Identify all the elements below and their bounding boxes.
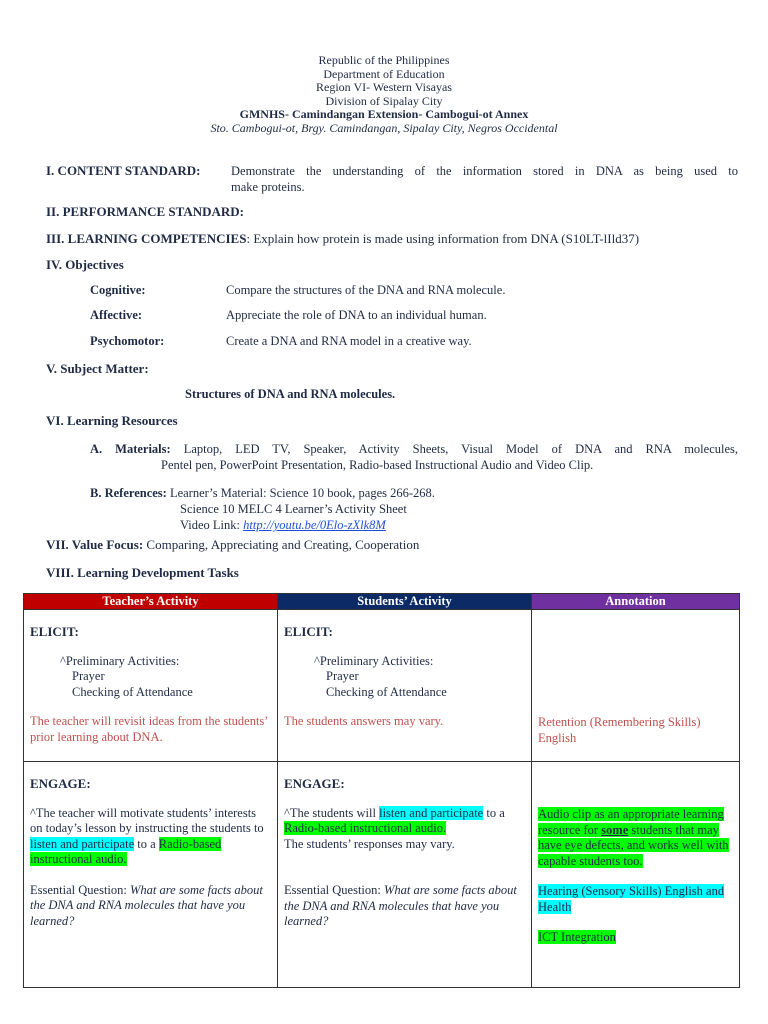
elicit-teacher-attendance: Checking of Attendance [72,684,193,699]
elicit-student-preliminary: ^Preliminary Activities: [314,653,434,668]
learning-resources-label: VI. Learning Resources [46,413,178,428]
objective-cognitive-text: Compare the structures of the DNA and RNA molecule. [226,283,506,297]
header-address: Sto. Cambogui-ot, Brgy. Camindangan, Sipalay City, Negros Occidental [210,120,558,135]
elicit-teacher-cell [24,610,278,762]
elicit-annotation-cell [532,610,740,762]
elicit-annotation: Retention (Remembering Skills) English [538,715,701,745]
objectives-label: IV. Objectives [46,257,124,272]
highlight-radio-audio: Radio-based instructional audio. [284,821,447,835]
materials-line2: Pentel pen, PowerPoint Presentation, Radio-based Instructional Audio and Video Clip. [161,458,594,472]
learning-development-label: VIII. Learning Development Tasks [46,565,239,580]
reference-3: Video Link: http://youtu.be/0Elo-zXlk8M [180,518,386,532]
value-focus: VII. Value Focus: Comparing, Appreciating and Creating, Cooperation [46,537,420,552]
engage-student-title: ENGAGE: [284,776,345,791]
highlight-listen-participate: listen and participate [30,836,135,851]
header-school: GMNHS- Camindangan Extension- Cambogui-ot Annex [239,107,529,121]
reference-1: Learner’s Material: Science 10 book, pages 266-268. [169,486,435,500]
elicit-student-note: The students answers may vary. [284,714,444,728]
objective-psychomotor-text: Create a DNA and RNA model in a creative way. [226,334,472,348]
engage-annotation-hearing: Hearing (Sensory Skills) English and Health [538,884,725,914]
learning-tasks-table [23,593,740,988]
subject-matter-label: V. Subject Matter: [46,361,149,376]
reference-2: Science 10 MELC 4 Learner’s Activity Sheet [180,502,407,516]
header-division: Division of Sipalay City [325,93,443,108]
header-students-activity: Students’ Activity [278,594,532,610]
elicit-teacher-note: The teacher will revisit ideas from the students’ prior learning about DNA. [30,714,268,744]
highlight-radio-audio: Radio-based instructional audio. [30,836,222,866]
table-row-engage [24,762,740,988]
engage-teacher-text: ^The teacher will motivate students’ interests on today’s lesson by instructing the students to listen and participate to a Radio-based instructional audio. [30,805,264,866]
elicit-student-title: ELICIT: [284,624,333,639]
objective-cognitive-label: Cognitive: [90,283,146,297]
references-block [90,485,435,533]
highlight-listen-participate: listen and participate [379,805,484,820]
performance-standard-label: II. PERFORMANCE STANDARD: [46,204,245,219]
table-row-elicit [24,610,740,762]
header-teacher-activity: Teacher’s Activity [24,594,278,610]
header-region: Region VI- Western Visayas [316,80,452,94]
header-department: Department of Education [323,66,445,81]
elicit-student-cell [278,610,532,762]
elicit-student-prayer: Prayer [326,669,359,683]
video-link[interactable]: http://youtu.be/0Elo-zXlk8M [243,518,386,532]
engage-teacher-essential-question: Essential Question: What are some facts about the DNA and RNA molecules that have you learned? [30,882,263,928]
engage-student-text: ^The students will listen and participate to a Radio-based instructional audio. The students’ responses may vary. [284,805,505,851]
elicit-teacher-preliminary: ^Preliminary Activities: [60,653,180,668]
objective-affective-text: Appreciate the role of DNA to an individual human. [226,308,487,322]
table-header-row [24,594,740,610]
engage-annotation-ict: ICT Integration [538,930,616,944]
engage-annotation-audio: Audio clip as an appropriate learning resource for some students that may have eye defects, and works well with capable students too. [538,807,729,868]
header-annotation: Annotation [532,594,740,610]
elicit-student-attendance: Checking of Attendance [326,684,447,699]
objective-psychomotor-label: Psychomotor: [90,334,165,348]
references-label: B. References: [90,486,167,500]
elicit-teacher-prayer: Prayer [72,669,105,683]
learning-competencies: III. LEARNING COMPETENCIES: Explain how protein is made using information from DNA (S10LT-lIld37) [46,231,640,246]
materials-label: A. Materials: [90,442,171,456]
content-standard-label: I. CONTENT STANDARD: [46,163,201,178]
header-republic: Republic of the Philippines [318,53,450,67]
engage-teacher-title: ENGAGE: [30,776,91,791]
elicit-teacher-title: ELICIT: [30,624,79,639]
engage-teacher-cell [24,762,278,988]
document-header [0,54,768,135]
engage-student-essential-question: Essential Question: What are some facts about the DNA and RNA molecules that have you learned? [284,883,517,928]
engage-student-cell [278,762,532,988]
materials-block [90,441,738,473]
objective-affective-label: Affective: [90,308,143,322]
materials-line1: Laptop, LED TV, Speaker, Activity Sheets, Visual Model of DNA and RNA molecules, [183,442,738,456]
engage-annotation-cell [532,762,740,988]
subject-matter-text: Structures of DNA and RNA molecules. [185,387,396,401]
content-standard-text: Demonstrate the understanding of the information stored in DNA as being used to make proteins. [231,164,738,194]
